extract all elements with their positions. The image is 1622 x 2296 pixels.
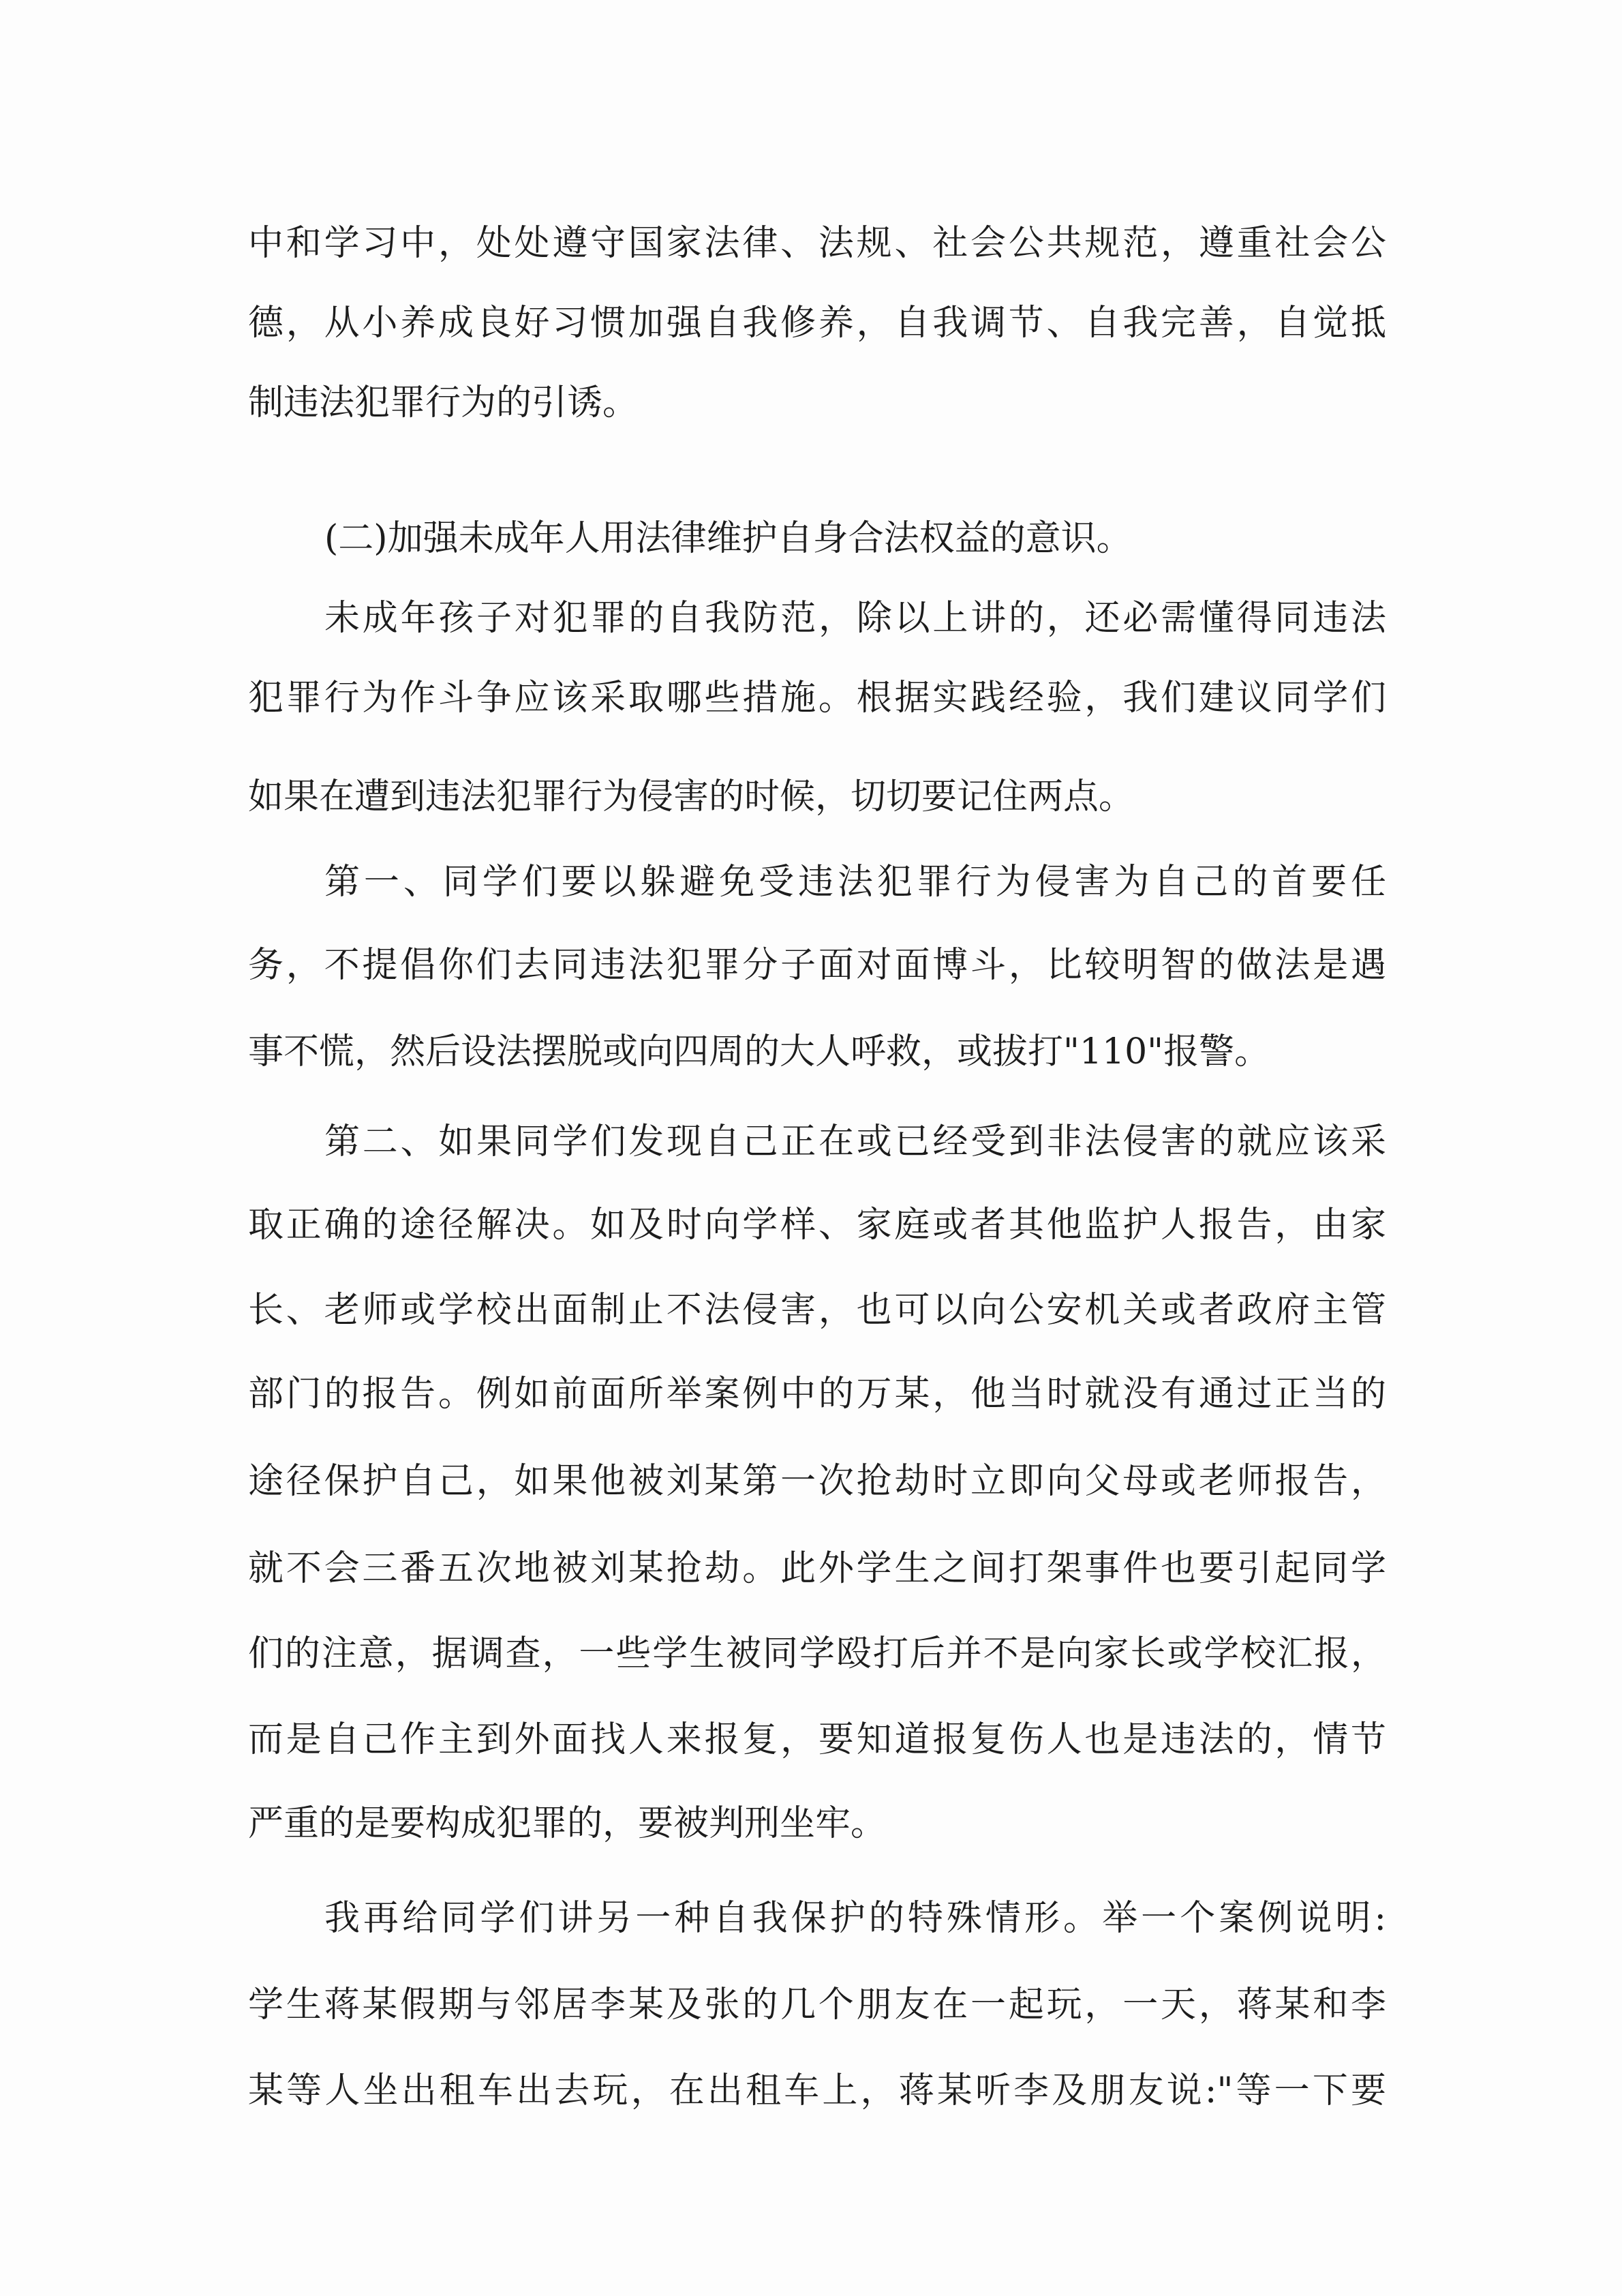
text-line: 而是自己作主到外面找人来报复，要知道报复伤人也是违法的，情节 (248, 1719, 1386, 1760)
text-line: 未成年孩子对犯罪的自我防范，除以上讲的，还必需懂得同违法 (324, 598, 1386, 639)
text-line: 第一、同学们要以躲避免受违法犯罪行为侵害为自己的首要任 (324, 862, 1386, 903)
text-line: 长、老师或学校出面制止不法侵害，也可以向公安机关或者政府主管 (248, 1290, 1386, 1331)
text-line: 第二、如果同学们发现自己正在或已经受到非法侵害的就应该采 (324, 1121, 1386, 1162)
text-line: 德，从小养成良好习惯加强自我修养，自我调节、自我完善，自觉抵 (248, 303, 1386, 344)
text-line: 犯罪行为作斗争应该采取哪些措施。根据实践经验，我们建议同学们 (248, 678, 1386, 719)
text-line: 严重的是要构成犯罪的，要被判刑坐牢。 (248, 1803, 887, 1844)
text-line: 制违法犯罪行为的引诱。 (248, 382, 639, 423)
text-line: 途径保护自己，如果他被刘某第一次抢劫时立即向父母或老师报告， (248, 1461, 1386, 1502)
text-line: 中和学习中，处处遵守国家法律、法规、社会公共规范，遵重社会公 (248, 223, 1386, 264)
text-line: 我再给同学们讲另一种自我保护的特殊情形。举一个案例说明: (324, 1898, 1386, 1939)
text-line: 事不慌，然后设法摆脱或向四周的大人呼救，或拔打"110"报警。 (248, 1031, 1270, 1072)
text-line: 就不会三番五次地被刘某抢劫。此外学生之间打架事件也要引起同学 (248, 1548, 1386, 1589)
section-heading: (二)加强未成年人用法律维护自身合法权益的意识。 (324, 518, 1132, 559)
text-line: 们的注意，据调查，一些学生被同学殴打后并不是向家长或学校汇报， (248, 1633, 1386, 1674)
text-line: 如果在遭到违法犯罪行为侵害的时候，切切要记住两点。 (248, 776, 1135, 817)
text-line: 学生蒋某假期与邻居李某及张的几个朋友在一起玩，一天，蒋某和李 (248, 1984, 1386, 2025)
text-line: 务，不提倡你们去同违法犯罪分子面对面博斗，比较明智的做法是遇 (248, 945, 1386, 986)
text-line: 部门的报告。例如前面所举案例中的万某，他当时就没有通过正当的 (248, 1374, 1386, 1415)
text-line: 取正确的途径解决。如及时向学样、家庭或者其他监护人报告，由家 (248, 1205, 1386, 1245)
text-line: 某等人坐出租车出去玩，在出租车上，蒋某听李及朋友说:"等一下要 (248, 2070, 1386, 2111)
